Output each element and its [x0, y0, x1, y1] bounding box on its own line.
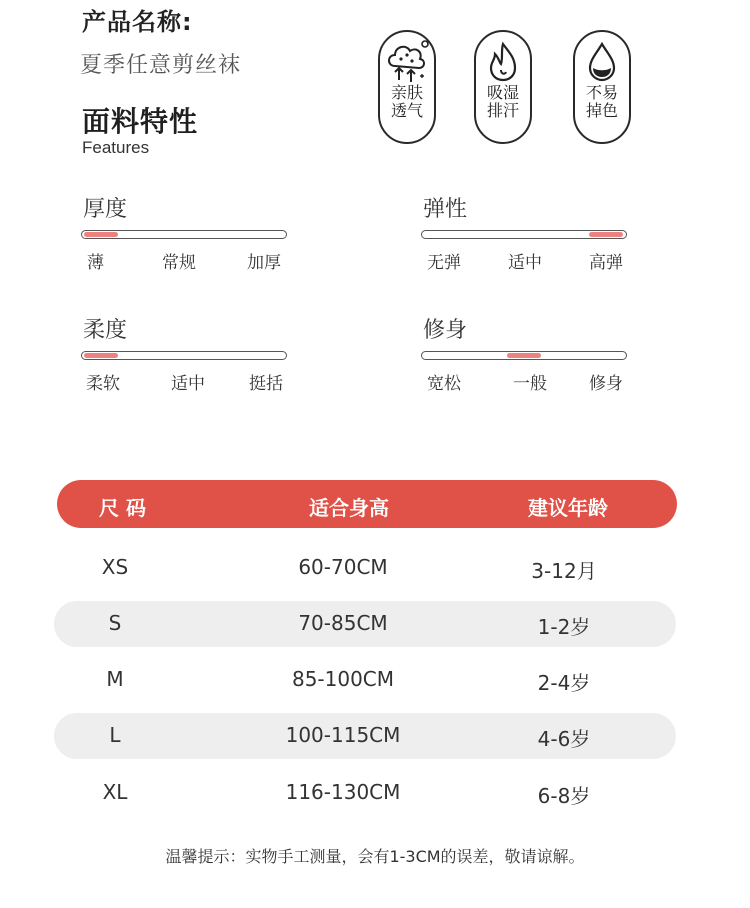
badge-moisture-wicking [474, 30, 532, 144]
slider-track [81, 230, 287, 239]
cell-size: S [108, 611, 122, 635]
cell-age: 1-2岁 [537, 615, 591, 639]
slider-label-mid: 适中 [508, 253, 542, 273]
slider-label-mid: 一般 [513, 374, 547, 394]
slider-label-high: 挺括 [249, 374, 283, 394]
flame-icon [481, 38, 525, 84]
slider-fill [84, 353, 118, 358]
table-row [54, 713, 676, 759]
badge-label-line1: 不易 [585, 83, 618, 102]
cell-size: L [109, 723, 121, 747]
product-name: 夏季任意剪丝袜 [80, 53, 242, 78]
slider-label-high: 加厚 [247, 253, 281, 273]
features-subtitle: Features [82, 138, 150, 157]
slider-title: 厚度 [83, 197, 128, 222]
slider-fill [507, 353, 541, 358]
slider-label-low: 柔软 [86, 374, 120, 394]
slider-elasticity [421, 192, 631, 282]
cell-height: 85-100CM [291, 667, 395, 691]
slider-label-mid: 常规 [162, 253, 196, 273]
table-row [54, 545, 676, 591]
cell-size: XS [101, 555, 129, 579]
slider-label-low: 无弹 [427, 253, 461, 273]
cell-age: 4-6岁 [537, 727, 591, 751]
slider-track [421, 230, 627, 239]
table-row [54, 601, 676, 647]
badge-label-line2: 掉色 [585, 101, 618, 120]
table-row [54, 770, 676, 816]
slider-track [81, 351, 287, 360]
slider-softness [81, 313, 291, 403]
badge-breathable [378, 30, 436, 144]
cell-height: 60-70CM [298, 555, 388, 579]
table-row [54, 657, 676, 703]
cell-height: 70-85CM [298, 611, 388, 635]
slider-thickness [81, 192, 291, 282]
badge-label-line1: 亲肤 [390, 83, 423, 102]
badge-label-line2: 透气 [390, 101, 423, 120]
breathable-icon [385, 38, 429, 84]
slider-track [421, 351, 627, 360]
header-age: 建议年龄 [528, 496, 608, 520]
features-title: 面料特性 [82, 105, 199, 138]
slider-label-low: 薄 [87, 253, 104, 273]
water-drop-icon [580, 38, 624, 84]
cell-size: XL [102, 780, 128, 804]
slider-title: 修身 [423, 318, 468, 343]
cell-height: 100-115CM [285, 723, 401, 747]
product-name-label: 产品名称: [82, 8, 193, 36]
slider-label-low: 宽松 [427, 374, 461, 394]
cell-height: 116-130CM [285, 780, 401, 804]
slider-label-mid: 适中 [171, 374, 205, 394]
cell-size: M [106, 667, 124, 691]
slider-fill [589, 232, 623, 237]
measurement-tip: 温馨提示：实物手工测量，会有1-3CM的误差，敬请谅解。 [165, 847, 585, 866]
slider-title: 柔度 [83, 318, 128, 343]
slider-fit [421, 313, 631, 403]
slider-label-high: 修身 [589, 374, 623, 394]
cell-age: 6-8岁 [537, 784, 591, 808]
badge-colorfast [573, 30, 631, 144]
cell-age: 3-12月 [531, 559, 597, 583]
slider-fill [84, 232, 118, 237]
badge-label-line2: 排汗 [486, 101, 519, 120]
badge-label-line1: 吸湿 [486, 83, 519, 102]
cell-age: 2-4岁 [537, 671, 591, 695]
header-height: 适合身高 [309, 496, 389, 520]
size-table-header [57, 480, 677, 528]
header-size: 尺 码 [99, 496, 146, 520]
slider-title: 弹性 [423, 197, 468, 222]
slider-label-high: 高弹 [589, 253, 623, 273]
